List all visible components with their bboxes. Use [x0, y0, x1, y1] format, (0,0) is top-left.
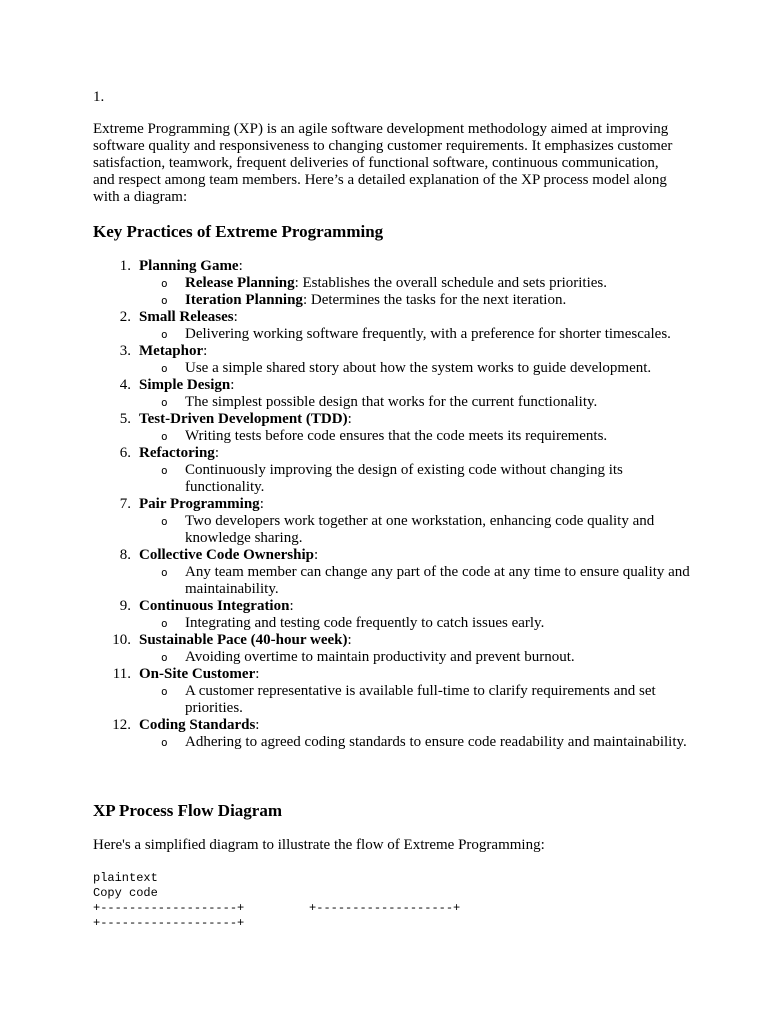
circle-bullet-icon: o [161, 617, 168, 630]
practice-title: Simple Design [139, 377, 231, 393]
circle-bullet-icon: o [161, 294, 168, 307]
practice-item: 4. Simple Design: o The simplest possible design that works for the current functionality. [93, 377, 693, 411]
subitem-title: Release Planning [185, 275, 295, 291]
circle-bullet-icon: o [161, 430, 168, 443]
practice-title: Planning Game [139, 258, 239, 274]
practice-item: 1. Planning Game: o Release Planning: Establishes the overall schedule and sets priorities. o Iteration Planning: Determines the tasks for the next iteration. [93, 258, 693, 309]
practice-item: 2. Small Releases: o Delivering working software frequently, with a preference for shorter timescales. [93, 309, 693, 343]
subitem-text: The simplest possible design that works for the current functionality. [185, 394, 598, 410]
practice-subitem [139, 649, 693, 666]
practice-number: 7. [119, 496, 131, 512]
flow-diagram-heading: XP Process Flow Diagram [93, 801, 283, 820]
practice-subitems [139, 275, 693, 309]
code-line: +-------------------+ [93, 916, 245, 930]
practice-number: 1. [119, 258, 131, 274]
subitem-text: Any team member can change any part of the code at any time to ensure quality and maintainability. [185, 564, 690, 597]
practice-item: 9. Continuous Integration: o Integrating and testing code frequently to catch issues early. [93, 598, 693, 632]
practice-number: 9. [119, 598, 131, 614]
subitem-text: Two developers work together at one workstation, enhancing code quality and knowledge sharing. [185, 513, 655, 546]
practice-subitems [139, 564, 693, 598]
practice-item: 3. Metaphor: o Use a simple shared story about how the system works to guide development. [93, 343, 693, 377]
key-practices-heading: Key Practices of Extreme Programming [93, 222, 384, 241]
practice-title: Coding Standards [139, 717, 256, 733]
practice-title: Continuous Integration [139, 598, 290, 614]
practice-subitem [139, 734, 693, 751]
practice-subitems [139, 734, 693, 751]
subitem-text: A customer representative is available full-time to clarify requirements and set priorities. [185, 683, 656, 716]
practice-number: 3. [119, 343, 131, 359]
practice-subitems [139, 462, 693, 496]
practice-subitem [139, 462, 693, 496]
practice-subitem [139, 513, 693, 547]
subitem-text: Delivering working software frequently, with a preference for shorter timescales. [185, 326, 671, 342]
practice-subitem [139, 292, 693, 309]
circle-bullet-icon: o [161, 277, 168, 290]
practice-title: On-Site Customer [139, 666, 256, 682]
practices-list [93, 258, 693, 751]
practice-number: 10. [112, 632, 131, 648]
practice-number: 5. [119, 411, 131, 427]
practice-title: Pair Programming [139, 496, 260, 512]
practice-subitems [139, 649, 693, 666]
practice-title: Sustainable Pace (40-hour week) [139, 632, 348, 648]
practice-number: 8. [119, 547, 131, 563]
circle-bullet-icon: o [161, 464, 168, 477]
practice-subitems [139, 428, 693, 445]
subitem-title: Iteration Planning [185, 292, 303, 308]
practice-number: 12. [112, 717, 131, 733]
practice-title: Collective Code Ownership [139, 547, 314, 563]
practice-subitem [139, 360, 693, 377]
practice-subitem [139, 683, 693, 717]
flow-intro-text: Here's a simplified diagram to illustrate the flow of Extreme Programming: [93, 837, 545, 853]
practice-subitems [139, 683, 693, 717]
circle-bullet-icon: o [161, 685, 168, 698]
subitem-text: Use a simple shared story about how the system works to guide development. [185, 360, 652, 376]
practice-subitem [139, 564, 693, 598]
code-line: +-------------------+ +-------------------+ [93, 901, 461, 915]
practice-item: 6. Refactoring: o Continuously improving the design of existing code without changing its functionality. [93, 445, 693, 496]
subitem-text: Adhering to agreed coding standards to ensure code readability and maintainability. [185, 734, 687, 750]
practice-subitems [139, 360, 693, 377]
practice-item: 5. Test-Driven Development (TDD): o Writing tests before code ensures that the code meets its requirements. [93, 411, 693, 445]
practice-title: Metaphor [139, 343, 204, 359]
practice-number: 11. [112, 666, 131, 682]
subitem-text: Continuously improving the design of existing code without changing its functionality. [185, 462, 623, 495]
practice-number: 2. [119, 309, 131, 325]
practice-item: 8. Collective Code Ownership: o Any team member can change any part of the code at any time to ensure quality and maintainability. [93, 547, 693, 598]
practice-title: Test-Driven Development (TDD) [139, 411, 348, 427]
code-block [93, 871, 460, 931]
practice-subitems [139, 615, 693, 632]
circle-bullet-icon: o [161, 328, 168, 341]
circle-bullet-icon: o [161, 651, 168, 664]
practice-subitems [139, 394, 693, 411]
circle-bullet-icon: o [161, 362, 168, 375]
subitem-text: : Determines the tasks for the next iteration. [302, 292, 567, 308]
circle-bullet-icon: o [161, 515, 168, 528]
practice-subitems [139, 326, 693, 343]
practice-number: 4. [119, 377, 131, 393]
practice-subitem [139, 615, 693, 632]
subitem-text: Writing tests before code ensures that the code meets its requirements. [185, 428, 608, 444]
practice-subitems [139, 513, 693, 547]
practice-subitem [139, 428, 693, 445]
code-line: Copy code [93, 886, 158, 900]
code-line: plaintext [93, 871, 158, 885]
practice-item: 7. Pair Programming: o Two developers work together at one workstation, enhancing code quality and knowledge sharing. [93, 496, 693, 547]
subitem-text: : Establishes the overall schedule and sets priorities. [294, 275, 608, 291]
practice-number: 6. [119, 445, 131, 461]
practice-item: 11. On-Site Customer: o A customer representative is available full-time to clarify requirements and set priorities. [93, 666, 693, 717]
practice-item: 10. Sustainable Pace (40-hour week): o Avoiding overtime to maintain productivity and prevent burnout. [93, 632, 693, 666]
subitem-text: Integrating and testing code frequently to catch issues early. [185, 615, 545, 631]
section-number: 1. [93, 89, 105, 105]
circle-bullet-icon: o [161, 396, 168, 409]
practice-item: 12. Coding Standards: o Adhering to agreed coding standards to ensure code readability and maintainability. [93, 717, 693, 751]
subitem-text: Avoiding overtime to maintain productivity and prevent burnout. [185, 649, 575, 665]
practice-subitem [139, 275, 693, 292]
practice-subitem [139, 326, 693, 343]
practice-subitem [139, 394, 693, 411]
practice-title: Small Releases [139, 309, 234, 325]
circle-bullet-icon: o [161, 566, 168, 579]
intro-paragraph: Extreme Programming (XP) is an agile software development methodology aimed at improving software quality and responsiveness to changing customer requirements. It emphasizes customer satisfaction, teamwork, frequent deliveries of functional software, continuous communication, and respect among team members. Here’s a detailed explanation of the XP process model along with a diagram: [93, 121, 673, 205]
practice-title: Refactoring [139, 445, 215, 461]
circle-bullet-icon: o [161, 736, 168, 749]
